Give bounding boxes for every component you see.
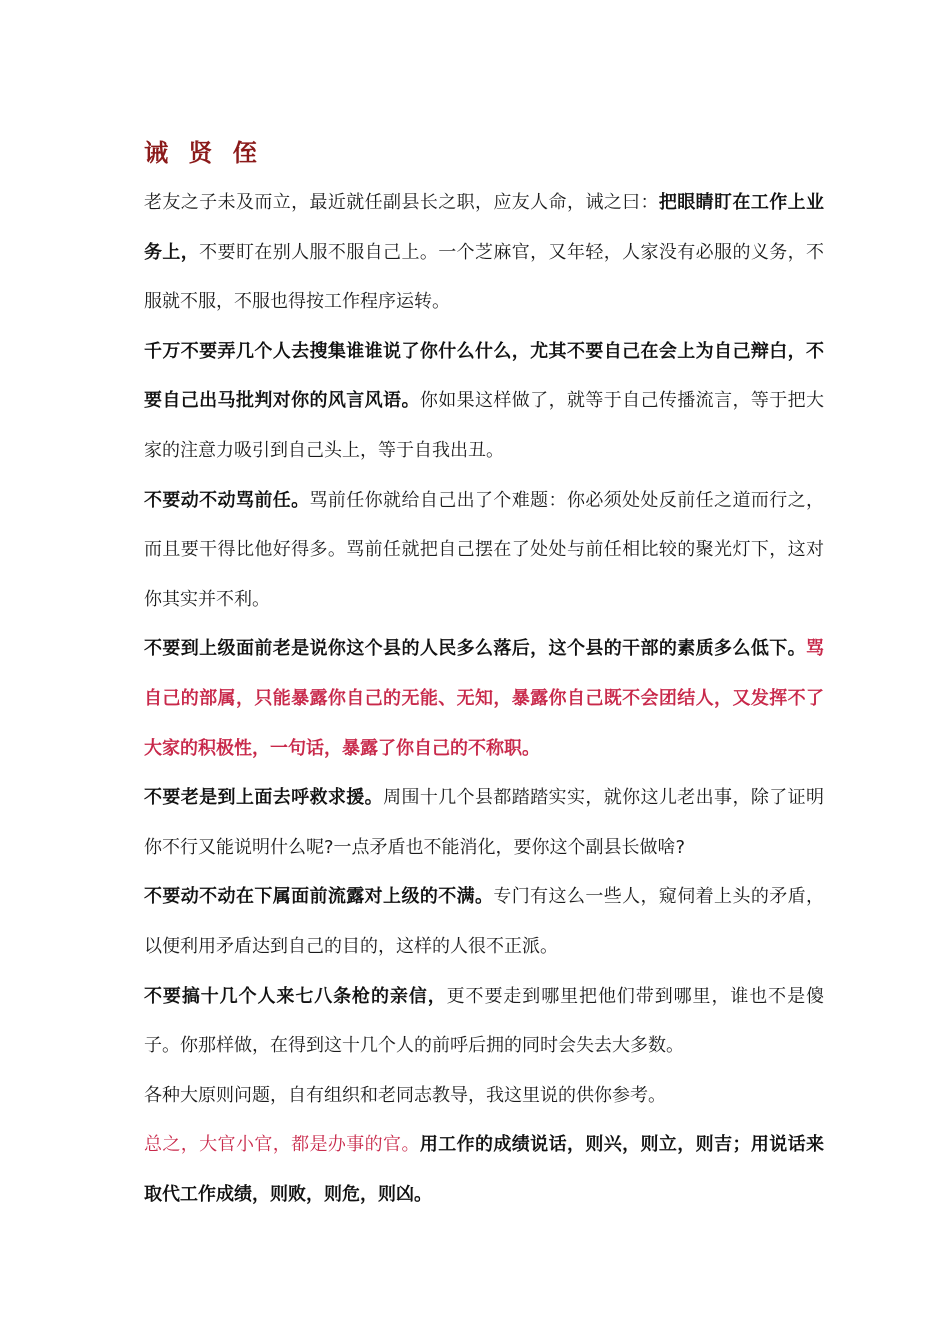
article-title: 诫 贤 侄 — [144, 139, 263, 167]
text-segment-bold-red: 骂自己的部属，只能暴露你自己的无能、无知，暴露你自己既不会团结人，又发挥不了大家的积极性，一句话，暴露了你自己的不称职。 — [144, 638, 824, 759]
paragraph — [144, 327, 824, 476]
text-segment-bold: 不要搞十几个人来七八条枪的亲信， — [144, 985, 447, 1007]
paragraph — [144, 872, 824, 971]
text-segment: 你如果这样做了，就等于自己传播流言，等于把大家的注意力吸引到自己头上，等于自我出丑。 — [144, 390, 825, 461]
text-segment: 专门有这么一些人，窥伺着上头的矛盾，以便利用矛盾达到自己的目的，这样的人很不正派。 — [144, 886, 824, 957]
text-segment: 骂前任你就给自己出了个难题：你必须处处反前任之道而行之，而且要干得比他好得多。骂前任就把自己摆在了处处与前任相比较的聚光灯下，这对你其实并不利。 — [144, 489, 824, 610]
text-segment-bold: 把眼睛盯在工作上业务上， — [144, 192, 825, 263]
text-segment-bold: 不要老是到上面去呼救求援。 — [144, 787, 384, 809]
article — [144, 128, 824, 1219]
paragraph — [144, 178, 824, 327]
paragraph — [144, 972, 824, 1071]
text-segment-bold: 不要动不动骂前任。 — [144, 489, 310, 511]
text-segment-bold: 不要到上级面前老是说你这个县的人民多么落后，这个县的干部的素质多么低下。 — [144, 638, 806, 660]
text-segment: 更不要走到哪里把他们带到哪里，谁也不是傻子。你那样做，在得到这十几个人的前呼后拥的同时会失去大多数。 — [144, 985, 825, 1057]
paragraph — [144, 773, 824, 872]
paragraph — [144, 1071, 824, 1121]
text-segment-bold: 用工作的成绩说话，则兴，则立，则吉；用说话来取代工作成绩，则败，则危，则凶。 — [144, 1134, 825, 1205]
text-segment: 各种大原则问题，自有组织和老同志教导，我这里说的供你参考。 — [144, 1084, 666, 1106]
paragraph — [144, 476, 824, 625]
text-segment: 周围十几个县都踏踏实实，就你这儿老出事，除了证明你不行又能说明什么呢?一点矛盾也不能消化，要你这个副县长做啥? — [144, 787, 825, 858]
text-segment-red: 总之，大官小官，都是办事的官。 — [144, 1134, 420, 1156]
text-segment: 不要盯在别人服不服自己上。一个芝麻官，又年轻，人家没有必服的义务，不服就不服，不服也得按工作程序运转。 — [144, 241, 825, 313]
paragraph — [144, 1120, 824, 1219]
text-segment: 老友之子未及而立，最近就任副县长之职，应友人命，诫之曰： — [144, 192, 659, 213]
paragraph — [144, 624, 824, 773]
text-segment-bold: 千万不要弄几个人去搜集谁谁说了你什么什么，尤其不要自己在会上为自己辩白，不要自己出马批判对你的风言风语。 — [144, 340, 824, 412]
text-segment-bold: 不要动不动在下属面前流露对上级的不满。 — [144, 886, 494, 908]
